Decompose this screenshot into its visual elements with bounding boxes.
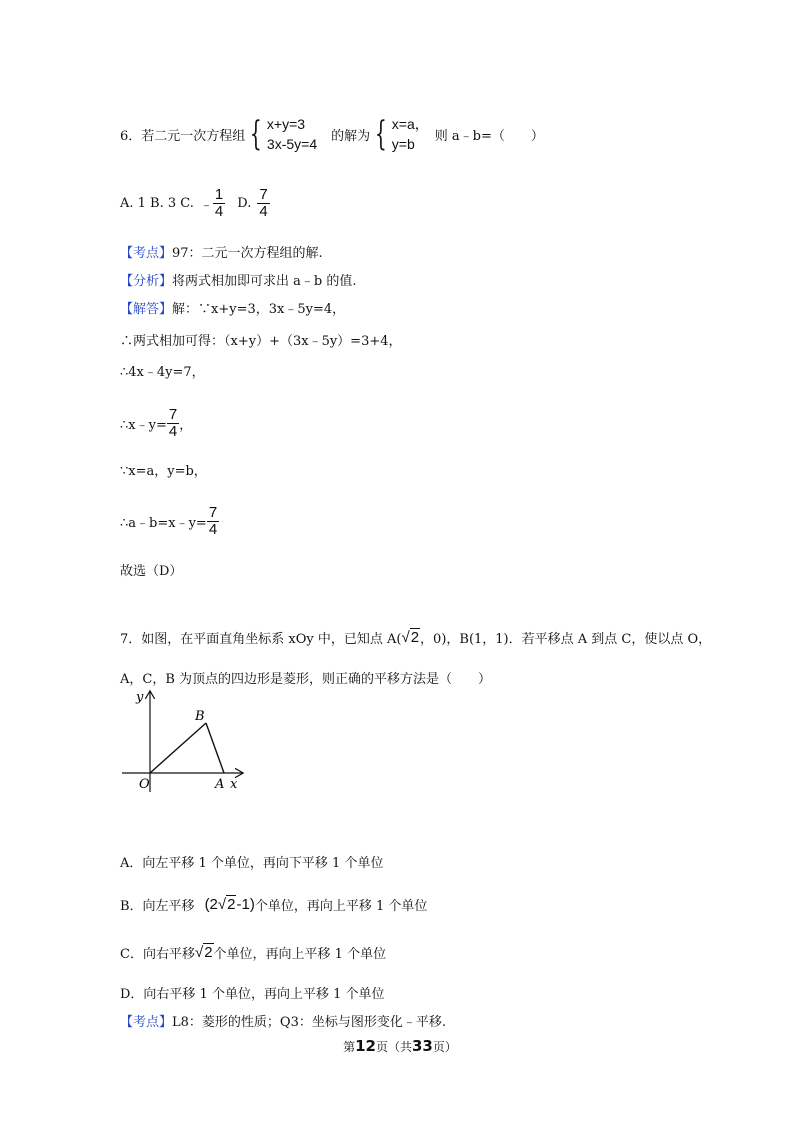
kaodian-tag: 【考点】 — [120, 1015, 173, 1030]
q6-step5: ∴a﹣b=x﹣y= $\frac{7}{4}$ — [120, 503, 218, 538]
sqrt-expression: (2√2-1) — [204, 895, 255, 913]
segment-OB — [150, 723, 206, 773]
fraction: $\frac{7}{4}$ — [168, 405, 178, 440]
solution-2: y=b — [391, 136, 415, 152]
q7-kaodian: 【考点】L8：菱形的性质；Q3：坐标与图形变化﹣平移. — [120, 1015, 446, 1030]
page-number: 12 — [355, 1037, 376, 1055]
q7-stem-line1: 7．如图，在平面直角坐标系 xOy 中，已知点 A( √2 ，0)，B(1，1)．若平移点 A 到点 C，使以点 O， — [120, 628, 712, 647]
sqrt-expression: √2 — [401, 628, 420, 646]
q6-answer: 故选（D） — [120, 564, 183, 579]
fenxi-tag: 【分析】 — [120, 274, 173, 289]
x-label: x — [230, 777, 238, 792]
q6-jieda: 【解答】解：∵x+y=3，3x﹣5y=4， — [120, 302, 346, 317]
equation-2: 3x-5y=4 — [266, 136, 318, 152]
q6-step3: ∴x﹣y= $\frac{7}{4}$ ， — [120, 405, 193, 440]
q7-option-c: C．向右平移 √2 个单位，再向上平移 1 个单位 — [120, 943, 387, 962]
q7-option-a: A．向左平移 1 个单位，再向下平移 1 个单位 — [120, 856, 384, 871]
q6-options: A. 1 B. 3 C. ﹣ $\frac{1}{4}$ D. $\frac{7}{4}$ — [120, 185, 268, 220]
q7-stem-line2: A，C，B 为顶点的四边形是菱形，则正确的平移方法是（ ） — [120, 672, 492, 687]
origin-label: O — [139, 777, 150, 792]
q6-prefix: 6．若二元一次方程组 — [120, 128, 246, 144]
q6-step4: ∵x=a，y=b， — [120, 464, 207, 479]
sqrt-expression: √2 — [194, 943, 213, 961]
brace-icon: { — [375, 114, 387, 154]
q6-stem — [120, 110, 544, 158]
q6-options-text: A. 1 B. 3 C. — [120, 195, 194, 211]
point-B-label: B — [195, 709, 205, 724]
q6-kaodian: 【考点】97：二元一次方程组的解. — [120, 246, 323, 261]
equation-1: x+y=3 — [266, 116, 306, 132]
q6-suffix: 则 a﹣b=（ ） — [434, 128, 544, 144]
option-d-fraction: $\frac{7}{4}$ — [259, 185, 268, 220]
equation-system — [267, 114, 317, 154]
jieda-tag: 【解答】 — [120, 302, 173, 317]
q7-option-d: D．向右平移 1 个单位，再向上平移 1 个单位 — [120, 987, 385, 1002]
q6-step1: ∴两式相加可得：（x+y）+（3x﹣5y）=3+4， — [120, 334, 402, 349]
solution-system — [392, 114, 429, 154]
q6-middle: 的解为 — [331, 128, 371, 144]
q6-fenxi: 【分析】将两式相加即可求出 a﹣b 的值. — [120, 274, 357, 289]
brace-icon: { — [250, 114, 263, 154]
q7-option-b: B．向左平移 (2√2-1) 个单位，再向上平移 1 个单位 — [120, 895, 428, 914]
y-label: y — [136, 690, 144, 705]
fraction: $\frac{7}{4}$ — [208, 503, 218, 538]
kaodian-tag: 【考点】 — [120, 246, 173, 261]
option-c-fraction: $\frac{1}{4}$ — [214, 185, 224, 220]
page-total: 33 — [412, 1037, 433, 1055]
segment-BA — [206, 723, 224, 773]
coordinate-figure — [118, 688, 248, 798]
q6-step2: ∴4x﹣4y=7， — [120, 365, 205, 380]
option-d-label: D. — [237, 195, 252, 211]
page-footer: 第12页（共33页） — [343, 1037, 457, 1055]
point-A-label: A — [215, 777, 225, 792]
solution-1: x=a， — [391, 116, 429, 132]
